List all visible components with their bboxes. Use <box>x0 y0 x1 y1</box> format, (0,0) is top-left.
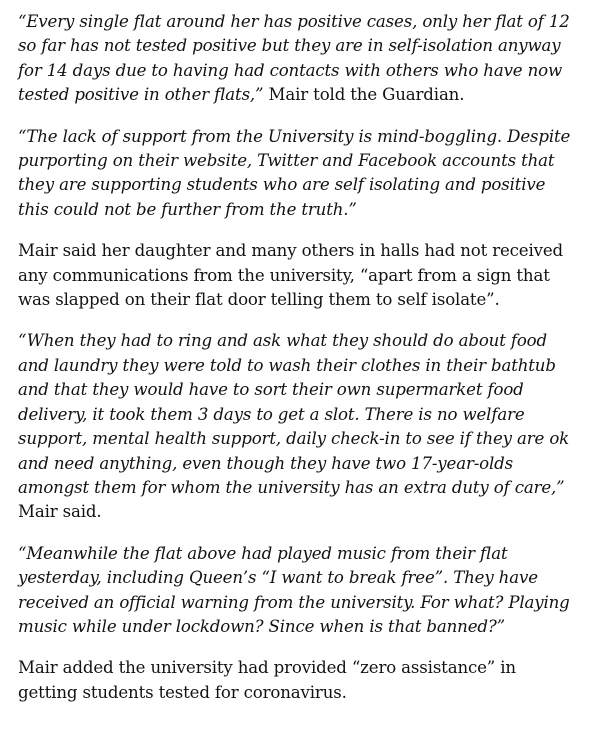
paragraph-text: Mair added the university had provided “zero assistance” in getting students tested for coronavirus. <box>18 658 516 702</box>
paragraph-plain-2 <box>18 656 579 705</box>
paragraph-plain-1 <box>18 239 579 312</box>
paragraph-quote-2 <box>18 125 579 223</box>
paragraph-quote-4 <box>18 542 579 640</box>
quote-attribution: Mair said. <box>18 502 102 522</box>
quote-text: “When they had to ring and ask what they should do about food and laundry they were told to wash their clothes in their bathtub and that they would have to sort their own supermarket food delivery, it took them 3 days to get a slot. There is no welfare support, mental health support, daily check-in to see if they are ok and need anything, even though they have two 17-year-olds amongst them for whom the university has an extra duty of care,” <box>18 331 570 497</box>
paragraph-quote-3 <box>18 329 579 524</box>
paragraph-text: Mair said her daughter and many others in halls had not received any communications from the university, “apart from a sign that was slapped on their flat door telling them to self isolate”. <box>18 241 564 310</box>
quote-text: “The lack of support from the University is mind-boggling. Despite purporting on their website, Twitter and Facebook accounts that they are supporting students who are self isolating and positive this could not be further from the truth.” <box>18 126 571 219</box>
quote-text: “Meanwhile the flat above had played music from their flat yesterday, including Queen’s “I want to break free”. They have received an official warning from the university. For what? Playing music while under lockdown? Since when is that banned?” <box>18 543 570 636</box>
paragraph-quote-1 <box>18 10 579 108</box>
quote-attribution: Mair told the Guardian. <box>263 85 465 105</box>
quote-text: “Every single flat around her has positive cases, only her flat of 12 so far has not tested positive but they are in self-isolation anyway for 14 days due to having had contacts with others who have now tested positive in other flats,” <box>18 12 570 105</box>
